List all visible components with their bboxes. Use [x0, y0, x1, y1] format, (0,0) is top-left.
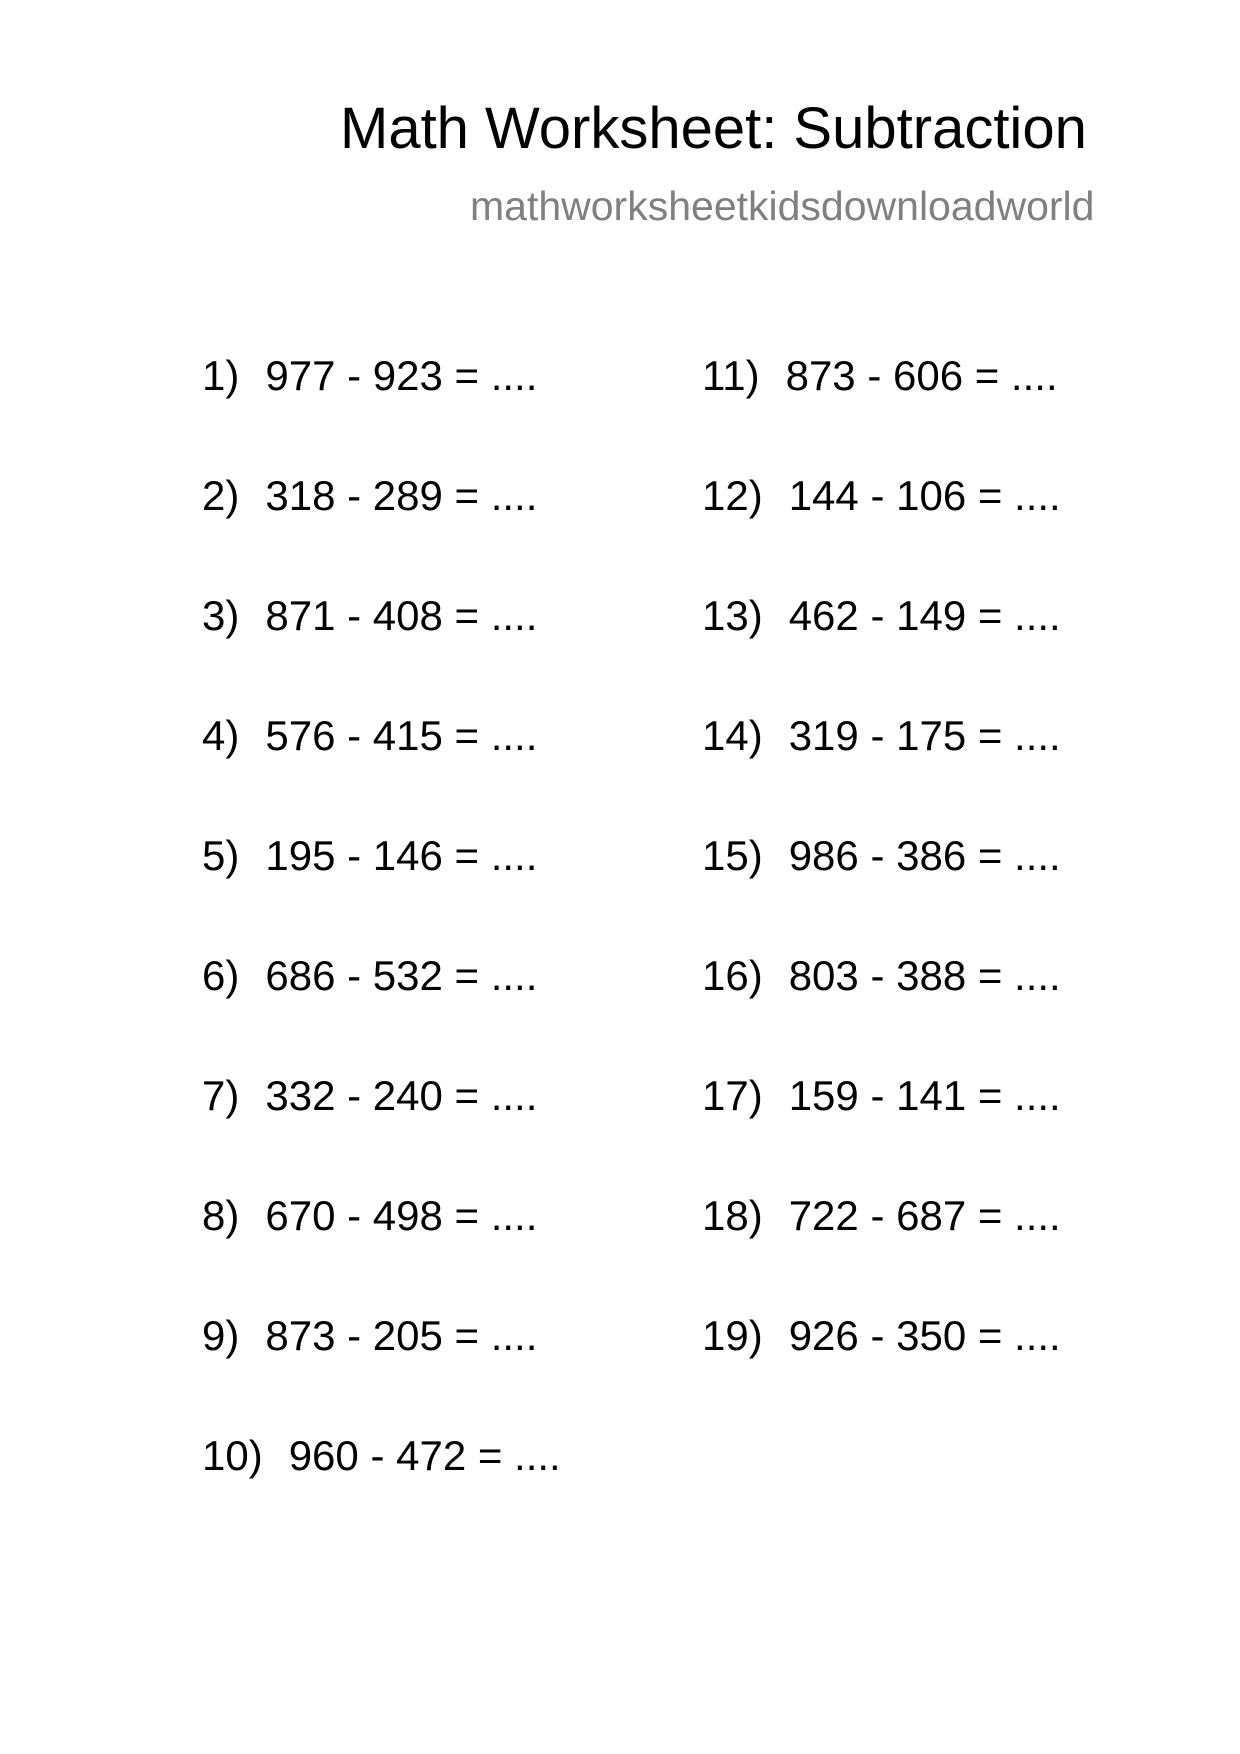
problem-item	[702, 712, 1061, 759]
problem-expression: 686 - 532 = ....	[265, 952, 538, 999]
problem-expression: 670 - 498 = ....	[265, 1192, 538, 1239]
problem-expression: 332 - 240 = ....	[265, 1072, 538, 1119]
problem-item	[202, 1432, 561, 1479]
problem-number: 9)	[202, 1312, 240, 1359]
problem-expression: 319 - 175 = ....	[788, 712, 1061, 759]
problem-expression: 986 - 386 = ....	[788, 832, 1061, 879]
problem-item	[702, 352, 1058, 399]
problem-expression: 159 - 141 = ....	[788, 1072, 1061, 1119]
problem-expression: 926 - 350 = ....	[788, 1312, 1061, 1359]
problem-number: 12)	[702, 472, 763, 519]
problem-number: 4)	[202, 712, 240, 759]
problem-number: 5)	[202, 832, 240, 879]
problem-number: 6)	[202, 952, 240, 999]
problem-item	[202, 472, 538, 519]
problem-item	[202, 1312, 538, 1359]
problem-number: 7)	[202, 1072, 240, 1119]
problem-number: 2)	[202, 472, 240, 519]
problem-item	[202, 952, 538, 999]
problem-item	[202, 1192, 538, 1239]
problem-item	[702, 1312, 1061, 1359]
problem-number: 15)	[702, 832, 763, 879]
problem-number: 17)	[702, 1072, 763, 1119]
problem-item	[702, 472, 1061, 519]
problem-item	[202, 352, 538, 399]
problem-item	[702, 592, 1061, 639]
problem-expression: 318 - 289 = ....	[265, 472, 538, 519]
problem-item	[702, 1192, 1061, 1239]
problem-expression: 871 - 408 = ....	[265, 592, 538, 639]
problem-number: 8)	[202, 1192, 240, 1239]
problem-expression: 977 - 923 = ....	[265, 352, 538, 399]
problem-number: 3)	[202, 592, 240, 639]
problem-number: 18)	[702, 1192, 763, 1239]
problem-number: 11)	[702, 352, 760, 399]
problem-item	[202, 832, 538, 879]
problem-number: 1)	[202, 352, 240, 399]
problem-number: 14)	[702, 712, 763, 759]
problem-expression: 960 - 472 = ....	[288, 1432, 561, 1479]
problem-number: 19)	[702, 1312, 763, 1359]
problem-item	[702, 1072, 1061, 1119]
problem-expression: 803 - 388 = ....	[788, 952, 1061, 999]
problem-number: 13)	[702, 592, 763, 639]
problem-item	[702, 832, 1061, 879]
problem-number: 10)	[202, 1432, 263, 1479]
problem-item	[702, 952, 1061, 999]
site-subtitle: mathworksheetkidsdownloadworld	[470, 183, 1095, 229]
problem-item	[202, 1072, 538, 1119]
problem-expression: 873 - 606 = ....	[785, 352, 1058, 399]
problem-expression: 462 - 149 = ....	[788, 592, 1061, 639]
problem-expression: 722 - 687 = ....	[788, 1192, 1061, 1239]
problem-expression: 576 - 415 = ....	[265, 712, 538, 759]
problem-item	[202, 712, 538, 759]
problem-expression: 195 - 146 = ....	[265, 832, 538, 879]
problem-expression: 144 - 106 = ....	[788, 472, 1061, 519]
problem-item	[202, 592, 538, 639]
problem-expression: 873 - 205 = ....	[265, 1312, 538, 1359]
problem-number: 16)	[702, 952, 763, 999]
page-title: Math Worksheet: Subtraction	[340, 96, 1087, 161]
